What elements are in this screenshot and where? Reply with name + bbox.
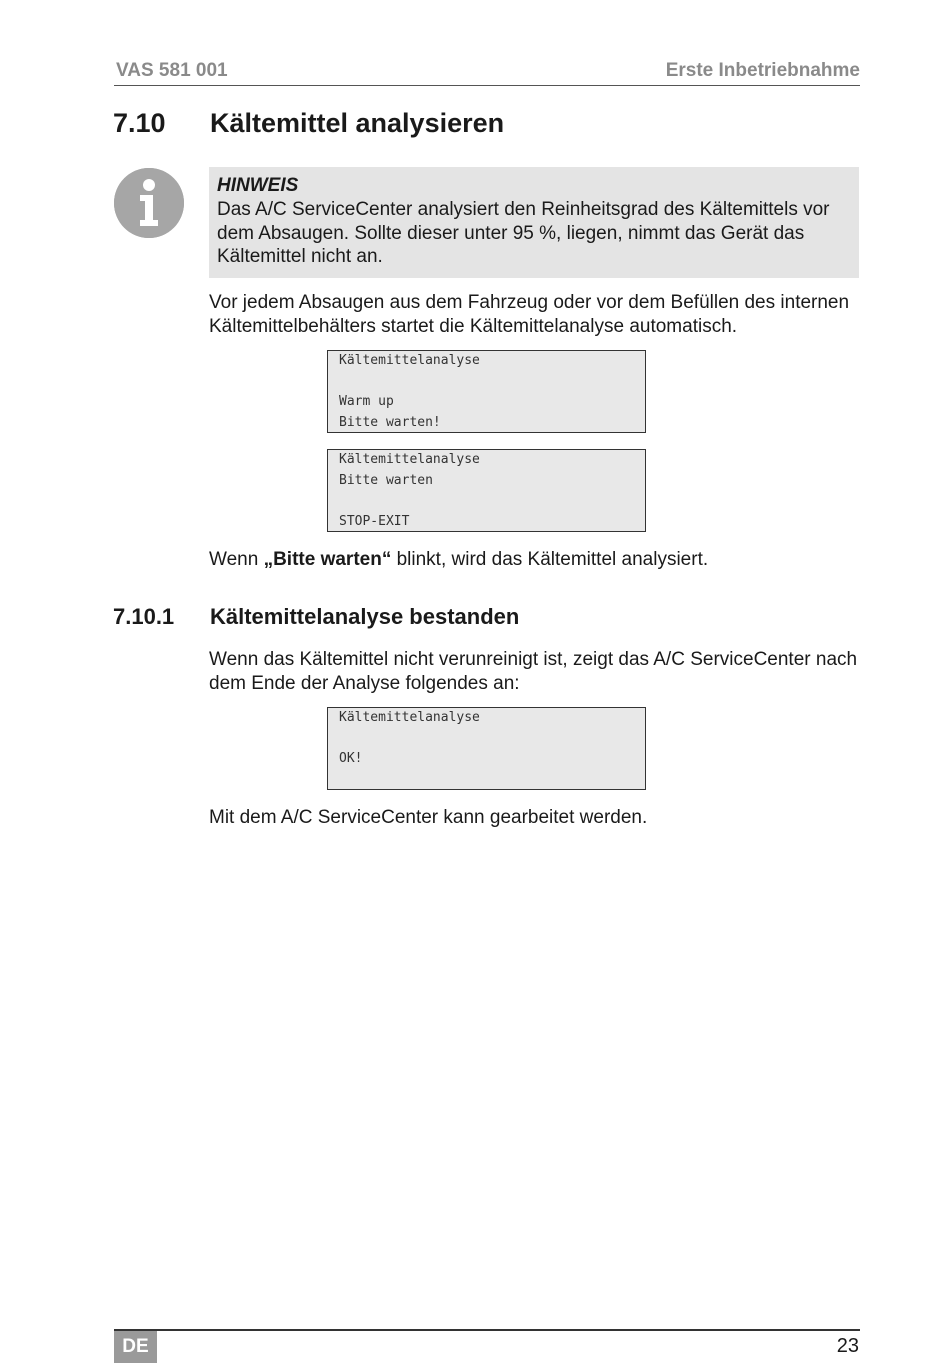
note-text: Das A/C ServiceCenter analysiert den Reinheitsgrad des Kältemittels vor dem Absaugen. Sollte dieser unter 95 %, liegen, nimmt das Gerät das Kältemittel nicht an. (217, 199, 830, 267)
blink-paragraph (209, 548, 865, 572)
lcd-display-warmup (327, 350, 646, 433)
lcd-display-ok (327, 707, 646, 790)
lcd-line (339, 729, 634, 750)
info-icon (114, 168, 184, 238)
subsection-number: 7.10.1 (113, 604, 175, 629)
lcd-display-waiting (327, 449, 646, 532)
section-title: Kältemittel analysieren (210, 108, 505, 138)
page-number: 23 (836, 1335, 859, 1357)
note-title: HINWEIS (217, 175, 299, 196)
lcd-line (339, 491, 634, 512)
note-box (209, 167, 859, 278)
final-paragraph: Mit dem A/C ServiceCenter kann gearbeitet werden. (209, 807, 648, 828)
blink-text-after: blinkt, wird das Kältemittel analysiert. (391, 549, 709, 570)
subsection-title: Kältemittelanalyse bestanden (210, 604, 520, 629)
lcd-line: Bitte warten (339, 472, 433, 488)
lcd-line: OK! (339, 751, 363, 766)
header-divider (114, 85, 860, 86)
intro-paragraph: Vor jedem Absaugen aus dem Fahrzeug oder vor dem Befüllen des internen Kältemittelbehälters startet die Kältemittelanalyse automatisch. (209, 292, 850, 337)
lcd-line: Warm up (339, 394, 394, 409)
section-number: 7.10 (113, 108, 166, 138)
lcd-line: Kältemittelanalyse (339, 452, 480, 467)
lcd-line (339, 372, 634, 393)
header-chapter-title: Erste Inbetriebnahme (665, 60, 860, 81)
footer-divider (114, 1329, 860, 1331)
lcd-line: Kältemittelanalyse (339, 710, 480, 725)
lcd-line: Bitte warten! (339, 414, 441, 430)
lcd-line: Kältemittelanalyse (339, 353, 480, 368)
header-document-code: VAS 581 001 (116, 60, 228, 81)
blink-text-before: Wenn (209, 549, 264, 570)
blink-text-bold: „Bitte warten“ (263, 549, 392, 570)
lcd-line: STOP-EXIT (339, 513, 410, 529)
language-badge: DE (114, 1331, 157, 1363)
lcd-line (339, 770, 634, 791)
subsection-paragraph: Wenn das Kältemittel nicht verunreinigt ist, zeigt das A/C ServiceCenter nach dem Ende der Analyse folgendes an: (209, 649, 858, 694)
